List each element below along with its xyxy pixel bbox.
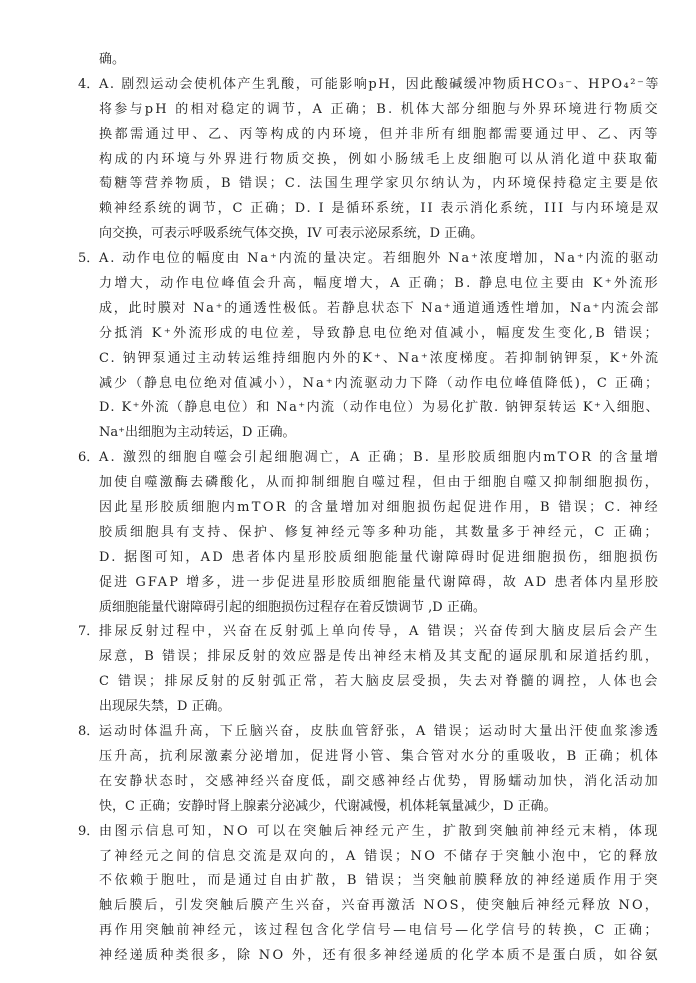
line-text: 减少（静息电位绝对值减小），Na⁺内流驱动力下降（动作电位峰值降低)，C 正确； bbox=[99, 375, 660, 391]
text-line bbox=[78, 521, 660, 546]
line-text: 压升高，抗利尿激素分泌增加，促进肾小管、集合管对水分的重吸收，B 正确；机体 bbox=[99, 748, 660, 764]
line-text: 胶质细胞具有支持、保护、修复神经元等多种功能，其数量多于神经元，C 正确； bbox=[99, 524, 660, 540]
line-text: 在安静状态时，交感神经兴奋度低，副交感神经占优势，胃肠蠕动加快，消化活动加 bbox=[99, 773, 660, 789]
line-text: 质细胞能量代谢障碍引起的细胞损伤过程存在着反馈调节 ,D 正确。 bbox=[99, 599, 486, 615]
line-text: 由图示信息可知，NO 可以在突触后神经元产生，扩散到突触前神经元末梢，体现 bbox=[99, 823, 660, 839]
line-text: 分抵消 K⁺外流形成的电位差，导致静息电位绝对值减小，幅度发生变化,B 错误； bbox=[99, 325, 660, 341]
line-text: 因此星形胶质细胞内mTOR 的含量增加对细胞损伤起促进作用，B 错误；C. 神经 bbox=[99, 500, 660, 516]
line-text: 尿意，B 错误；排尿反射的效应器是传出神经末梢及其支配的逼尿肌和尿道括约肌， bbox=[99, 649, 660, 665]
text-line bbox=[78, 421, 660, 446]
text-line bbox=[78, 496, 660, 521]
text-line bbox=[78, 571, 660, 596]
line-text: 快，C 正确；安静时肾上腺素分泌减少，代谢减慢，机体耗氧量减少，D 正确。 bbox=[99, 798, 557, 814]
text-line bbox=[78, 919, 660, 944]
text-line bbox=[78, 645, 660, 670]
text-line bbox=[78, 272, 660, 297]
text-line bbox=[78, 396, 660, 421]
question-number: 5． bbox=[78, 251, 100, 267]
line-text: 确。 bbox=[99, 52, 126, 67]
line-text: 加使自噬激酶去磷酸化，从而抑制细胞自噬过程，但由于细胞自噬又抑制细胞损伤， bbox=[99, 475, 660, 491]
line-text: C. 钠钾泵通过主动转运维持细胞内外的K⁺、Na⁺浓度梯度。若抑制钠钾泵，K⁺外流 bbox=[99, 350, 660, 366]
text-line bbox=[78, 770, 660, 795]
question-number: 7． bbox=[78, 624, 100, 640]
answer-text-body bbox=[78, 48, 660, 969]
line-text: D. K⁺外流（静息电位）和 Na⁺内流（动作电位）为易化扩散. 钠钾泵转运 K⁺入细胞、 bbox=[99, 400, 660, 416]
line-text: 促进 GFAP 增多，进一步促进星形胶质细胞能量代谢障碍，故 AD 患者体内星形胶 bbox=[99, 574, 660, 590]
text-line bbox=[78, 845, 660, 870]
question-number: 9． bbox=[78, 823, 100, 839]
line-text: 神经递质种类很多，除 NO 外，还有很多神经递质的化学本质不是蛋白质，如谷氨 bbox=[99, 948, 660, 964]
line-text: 赖神经系统的调节，C 正确；D. I 是循环系统，II 表示消化系统，III 与内环境是双 bbox=[99, 201, 660, 217]
text-line bbox=[78, 347, 660, 372]
text-line bbox=[78, 546, 660, 571]
question-first-line bbox=[78, 73, 660, 98]
line-text: 向交换，可表示呼吸系统气体交换，IV 可表示泌尿系统，D 正确。 bbox=[99, 226, 484, 242]
text-line bbox=[78, 222, 660, 247]
line-text: 力增大，动作电位峰值会升高，幅度增大，A 正确；B. 静息电位主要由 K⁺外流形 bbox=[99, 276, 660, 292]
text-line bbox=[78, 123, 660, 148]
question-number: 6． bbox=[78, 450, 100, 466]
question-first-line bbox=[78, 620, 660, 645]
line-text: 出现尿失禁，D 正确。 bbox=[99, 699, 231, 715]
line-text: A. 动作电位的幅度由 Na⁺内流的量决定。若细胞外 Na⁺浓度增加，Na⁺内流的驱动 bbox=[99, 251, 660, 267]
question-number: 8． bbox=[78, 724, 100, 740]
line-text: 换都需通过甲、乙、丙等构成的内环境，但并非所有细胞都需要通过甲、乙、丙等 bbox=[99, 126, 660, 142]
text-line bbox=[78, 944, 660, 969]
question-first-line bbox=[78, 720, 660, 745]
line-text: A. 激烈的细胞自噬会引起细胞凋亡，A 正确；B. 星形胶质细胞内mTOR 的含量增 bbox=[99, 450, 660, 466]
line-text: 运动时体温升高，下丘脑兴奋，皮肤血管舒张，A 错误；运动时大量出汗使血浆渗透 bbox=[99, 724, 660, 740]
text-line bbox=[78, 322, 660, 347]
text-line bbox=[78, 172, 660, 197]
line-text: A. 剧烈运动会使机体产生乳酸，可能影响pH，因此酸碱缓冲物质HCO₃⁻、HPO₄²⁻等 bbox=[99, 76, 660, 92]
line-text: C 错误；排尿反射的反射弧正常，若大脑皮层受损，失去对脊髓的调控，人体也会 bbox=[99, 674, 660, 690]
text-line bbox=[78, 98, 660, 123]
text-line bbox=[78, 745, 660, 770]
text-line bbox=[78, 471, 660, 496]
text-line bbox=[78, 372, 660, 397]
line-text: 再作用突触前神经元，该过程包含化学信号—电信号—化学信号的转换，C 正确； bbox=[99, 923, 660, 939]
text-line bbox=[78, 869, 660, 894]
line-text: 萄糖等营养物质，B 错误；C. 法国生理学家贝尔纳认为，内环境保持稳定主要是依 bbox=[99, 176, 660, 192]
question-first-line bbox=[78, 247, 660, 272]
text-line bbox=[78, 148, 660, 173]
text-line bbox=[78, 695, 660, 720]
text-line bbox=[78, 894, 660, 919]
question-first-line bbox=[78, 820, 660, 845]
line-text: 触后膜后，引发突触后膜产生兴奋，兴奋再激活 NOS，使突触后神经元释放 NO， bbox=[99, 898, 660, 914]
line-text: 成，此时膜对 Na⁺的通透性极低。若静息状态下 Na⁺通道通透性增加，Na⁺内流会部 bbox=[99, 300, 660, 316]
text-line bbox=[78, 795, 660, 820]
line-text: D. 据图可知，AD 患者体内星形胶质细胞能量代谢障碍时促进细胞损伤，细胞损伤 bbox=[99, 549, 660, 565]
text-line bbox=[78, 48, 660, 73]
line-text: 构成的内环境与外界进行物质交换，例如小肠绒毛上皮细胞可以从消化道中获取葡 bbox=[99, 151, 660, 167]
question-number: 4． bbox=[78, 76, 100, 92]
line-text: 了神经元之间的信息交流是双向的，A 错误；NO 不储存于突触小泡中，它的释放 bbox=[99, 848, 660, 864]
text-line bbox=[78, 197, 660, 222]
line-text: 不依赖于胞吐，而是通过自由扩散，B 错误；当突触前膜释放的神经递质作用于突 bbox=[99, 873, 660, 889]
question-first-line bbox=[78, 446, 660, 471]
text-line bbox=[78, 297, 660, 322]
line-text: 将参与pH 的相对稳定的调节，A 正确；B. 机体大部分细胞与外界环境进行物质交 bbox=[99, 101, 660, 117]
line-text: Na⁺出细胞为主动转运，D 正确。 bbox=[99, 425, 296, 441]
text-line bbox=[78, 596, 660, 621]
text-line bbox=[78, 670, 660, 695]
line-text: 排尿反射过程中，兴奋在反射弧上单向传导，A 错误；兴奋传到大脑皮层后会产生 bbox=[99, 624, 660, 640]
